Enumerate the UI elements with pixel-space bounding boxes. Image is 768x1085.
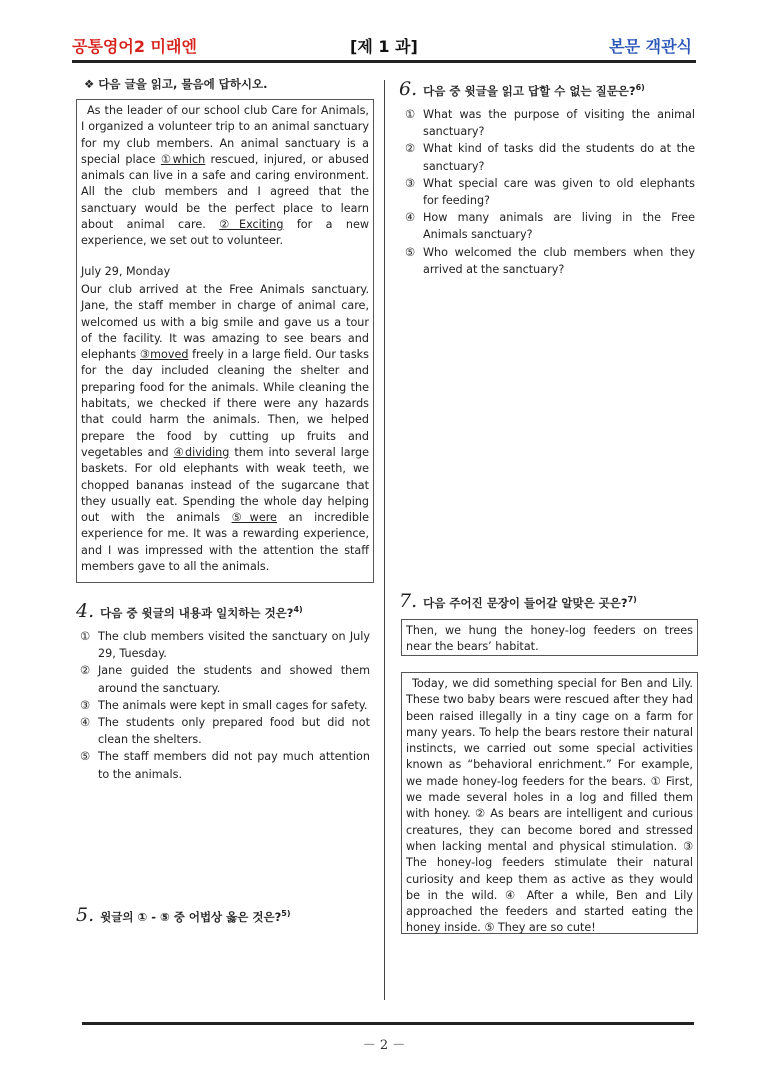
column-divider: [384, 80, 385, 1000]
q6-number: 6.: [399, 78, 418, 100]
passage-text: freely in a large field. Our tasks for the day included cleaning the shelter and preparing food for the animals. While cleaning the habitats, we checked if there were any hazards that could harm the animals. Then, we helped prepare the food by cutting up fruits and vegetables and: [81, 348, 369, 459]
q6-option[interactable]: ⑤ Who welcomed the club members when they arrived at the sanctuary?: [405, 245, 695, 276]
q6-option[interactable]: ③ What special care was given to old elephants for feeding?: [405, 176, 695, 208]
q7-given-sentence: Then, we hung the honey-log feeders on trees near the bears’ habitat.: [401, 619, 698, 656]
passage-text: them into several large baskets. For old elephants with weak teeth, we chopped bananas instead of the sugarcane that they usually eat. Spending the whole day helping out with the animals: [81, 445, 369, 525]
passage-text: an incredible experience for me. It was a rewarding experience, and I was impressed with the attention the staff members gave to all the animals.: [81, 511, 369, 574]
q4-option[interactable]: ③ The animals were kept in small cages for safety.: [80, 698, 368, 712]
q6-options: [405, 106, 695, 278]
footer-rule: [82, 1022, 694, 1025]
q5-number: 5.: [76, 904, 95, 926]
q7-title: 7. 다음 주어진 문장이 들어갈 알맞은 곳은?$^{7)}$: [399, 590, 637, 612]
header-lesson: [제 1 과]: [350, 37, 418, 56]
marker-3: ③moved: [139, 348, 189, 362]
q4-number: 4.: [76, 600, 95, 622]
header-rule: [72, 60, 696, 63]
q4-option[interactable]: ① The club members visited the sanctuary on July 29, Tuesday.: [80, 630, 370, 661]
passage-text: Our club arrived at the Free Animals sanctuary. Jane, the staff member in charge of animal care, welcomed us with a big smile and gave us a tour of the facility. It was amazing to see bears and elephants: [81, 282, 369, 362]
passage-text: As the leader of our school club Care for Animals, I organized a volunteer trip to an animal sanctuary for my club members. An animal sanctuary is a special place: [81, 104, 369, 166]
q4-option[interactable]: ② Jane guided the students and showed them around the sanctuary.: [80, 664, 370, 695]
q6-option[interactable]: ② What kind of tasks did the students do at the sanctuary?: [405, 142, 695, 173]
q4-option[interactable]: ④ The students only prepared food but did not clean the shelters.: [80, 716, 370, 747]
q6-option[interactable]: ① What was the purpose of visiting the animal sanctuary?: [405, 108, 695, 139]
marker-2: ②Exciting: [219, 218, 284, 232]
q4-options: [80, 628, 370, 783]
q4-title: 4. 다음 중 윗글의 내용과 일치하는 것은?$^{4)}$: [76, 600, 303, 622]
page-number: － 2 －: [362, 1038, 406, 1053]
passage-text: for a new experience, we set out to volunteer.: [81, 218, 370, 248]
q7-passage: Today, we did something special for Ben and Lily. These two baby bears were rescued after they had been raised illegally in a tiny cage on a farm for many years. To help the bears restore their natural instincts, we carried out some special activities known as “behavioral enrichment.” For example, we made honey-log feeders for the bears. ① First, we made several holes in a log and filled them with honey. ② As bears are intelligent and curious creatures, they can become bored and stressed when lacking mental and physical stimulation. ③ The honey-log feeders stimulate their natural curiosity and keep them as active as they would be in the wild. ④ After a while, Ben and Lily approached the feeders and started eating the honey inside. ⑤ They are so cute!: [401, 672, 698, 934]
passage-date: July 29, Monday: [81, 264, 171, 278]
q5-title: 5. 윗글의 ① - ⑤ 중 어법상 옳은 것은?$^{5)}$: [76, 904, 291, 926]
q4-option[interactable]: ⑤ The staff members did not pay much attention to the animals.: [80, 750, 370, 781]
header-subject: 공통영어2 미래엔: [72, 37, 197, 56]
header-type: 본문 객관식: [609, 37, 692, 56]
marker-5: ⑤were: [231, 511, 277, 525]
marker-4: ④dividing: [173, 445, 230, 459]
q6-option[interactable]: ④ How many animals are living in the Free Animals sanctuary?: [405, 211, 695, 242]
passage-text: rescued, injured, or abused animals can live in a safe and caring environment. All the club members and I agreed that the sanctuary would be the perfect place to learn about animal care.: [81, 152, 370, 232]
reading-passage: [76, 99, 374, 583]
q7-number: 7.: [399, 590, 418, 612]
instruction: ❖ 다음 글을 읽고, 물음에 답하시오.: [84, 77, 268, 91]
marker-1: ①which: [160, 152, 206, 166]
q6-title: 6. 다음 중 윗글을 읽고 답할 수 없는 질문은?$^{6)}$: [399, 78, 645, 100]
